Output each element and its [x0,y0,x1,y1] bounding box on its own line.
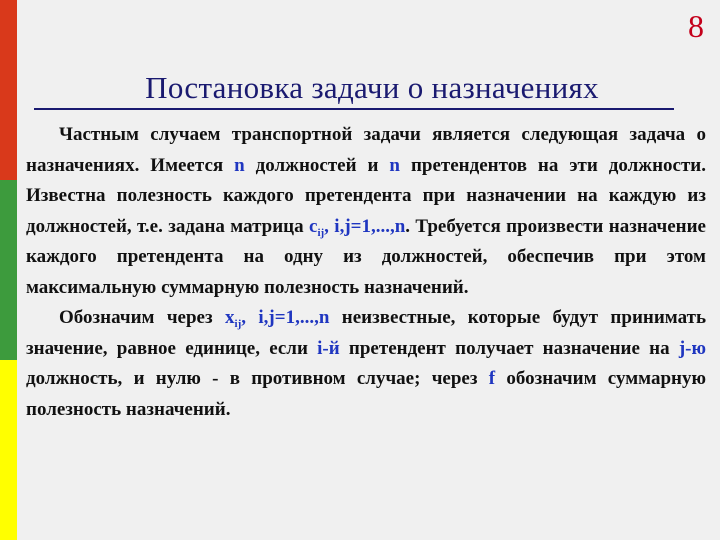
p1-var-n-1: n [234,154,245,176]
slide-body [26,120,706,425]
p1-matrix-c-symbol: c [309,215,318,237]
p2-text-5: обозначим суммарную полезность назначений. [26,368,706,420]
p1-text-1: Частным случаем транспортной задачи является следующая задача о назначениях. Имеется [26,124,706,176]
side-bar-red [0,0,17,180]
p2-var-i: i-й [317,337,340,359]
p1-text-3: претендентов на эти должности. Известна полезность каждого претендента при назначении на каждую из должностей, т.е. задана матрица [26,154,706,237]
p1-matrix-c [309,216,405,237]
p2-text-4: должность, и нулю - в противном случае; через [26,368,489,389]
title-underline [34,108,674,110]
p1-matrix-c-subscript: ij [317,226,325,239]
p2-text-1: Обозначим через [59,307,226,328]
p2-var-x [225,307,329,328]
p1-matrix-c-range: , i,j=1,...,n [324,215,406,237]
p2-var-f: f [488,368,496,389]
p2-var-j: j-ю [678,337,707,359]
slide-number: 8 [688,8,704,44]
p2-var-x-symbol: x [225,307,235,328]
slide-title: Постановка задачи о назначениях [145,70,599,105]
p2-text-2: неизвестные, которые будут принимать значение, равное единице, если [26,307,706,359]
side-bar-yellow [0,360,17,540]
paragraph-2 [26,303,706,425]
p2-var-x-range: , i,j=1,...,n [241,307,330,328]
p1-text-4: . Требуется произвести назначение каждого претендента на одну из должностей, обеспечив при этом максимальную суммарную полезность назначений. [26,215,706,298]
p2-var-x-subscript: ij [234,318,242,330]
p1-text-2: должностей и [244,154,390,176]
side-bar-green [0,180,17,360]
p1-var-n-2: n [389,154,400,176]
p2-text-3: претендент получает назначение на [339,337,679,359]
paragraph-1 [26,120,706,303]
